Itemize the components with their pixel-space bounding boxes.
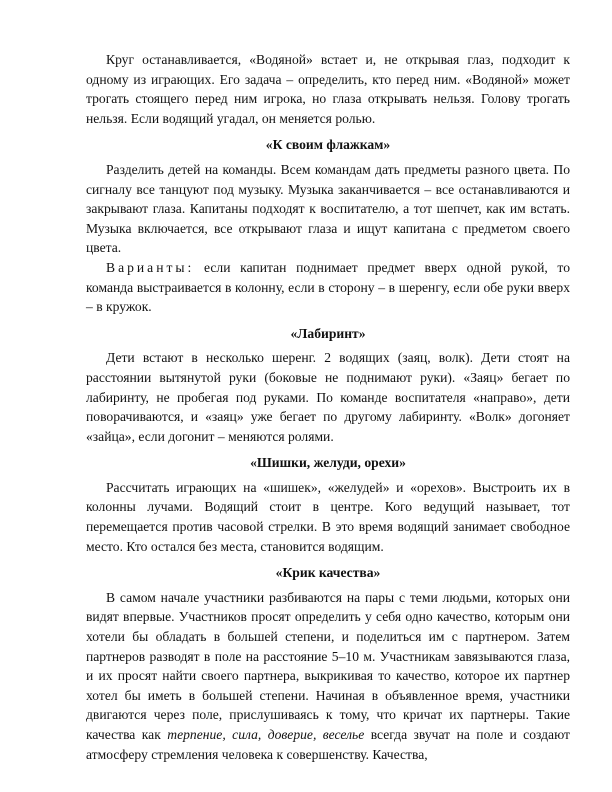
paragraph-text: всегда звучат на поле и создают атмосферу стремления человека к совершенству. Качества, [86, 727, 570, 762]
paragraph: Рассчитать играющих на «шишек», «желудей» и «орехов». Выстроить их в колонны лучами. Водящий стоит в центре. Кого ведущий называет, тот перемещается против часовой стрелки. В это время водящий занимает свободное место. Кто остался без места, становится водящим. [86, 479, 570, 554]
section-heading: «Лабиринт» [290, 325, 366, 341]
variants-paragraph [86, 258, 570, 317]
paragraph: Разделить детей на команды. Всем командам дать предметы разного цвета. По сигналу все танцуют под музыку. Музыка заканчивается – все останавливаются и закрывают глаза. Капитаны подходят к воспитателю, а тот шепчет, как им встать. Музыка включается, все открывают глаза и ищут капитана с предметом своего цвета. [86, 161, 570, 256]
paragraph: Круг останавливается, «Водяной» встает и, не открывая глаз, подходит к одному из играющих. Его задача – определить, кто перед ним. «Водяной» может трогать стоящего перед ним игрока, но глаза открывать нельзя. Голову трогать нельзя. Если водящий угадал, он меняется ролью. [86, 52, 570, 126]
section-heading: «Крик качества» [275, 565, 381, 581]
paragraph: Дети встают в несколько шеренг. 2 водящих (заяц, волк). Дети стоят на расстоянии вытянутой руки (боковые не поднимают руки). «Заяц» бегает по лабиринту, не пробегая под руками. По команде воспитателя «направо», дети поворачиваются, и «заяц» уже бегает по другому лабиринту. «Волк» догоняет «зайца», если догонит – меняются ролями. [86, 350, 570, 444]
emphasized-qualities: терпение, сила, доверие, веселье [167, 727, 365, 742]
paragraph [86, 588, 570, 764]
paragraph-text: В самом начале участники разбиваются на пары с теми людьми, которых они видят впервые. Участников просят определить у себя одно качество, которым они хотели бы обладать в большей степени, и поделиться им с партнером. Затем партнеров разводят в поле на расстояние 5–10 м. Участникам завязываются глаза, и их просят найти своего партнера, выкрикивая то качество, которое их партнер хотел бы иметь в большей степени. Начиная в объявленное время, участники двигаются через поле, прислушиваясь к тому, что кричат их партнеры. Такие качества как [86, 589, 570, 742]
variants-text: если капитан поднимает предмет вверх одной рукой, то команда выстраивается в колонну, если в сторону – в шеренгу, если обе руки вверх – в кружок. [86, 259, 570, 315]
section-heading: «Шишки, желуди, орехи» [250, 455, 406, 471]
document-page [86, 50, 570, 764]
section-heading: «К своим флажкам» [265, 137, 391, 153]
variants-label: Варианты: [106, 259, 195, 275]
